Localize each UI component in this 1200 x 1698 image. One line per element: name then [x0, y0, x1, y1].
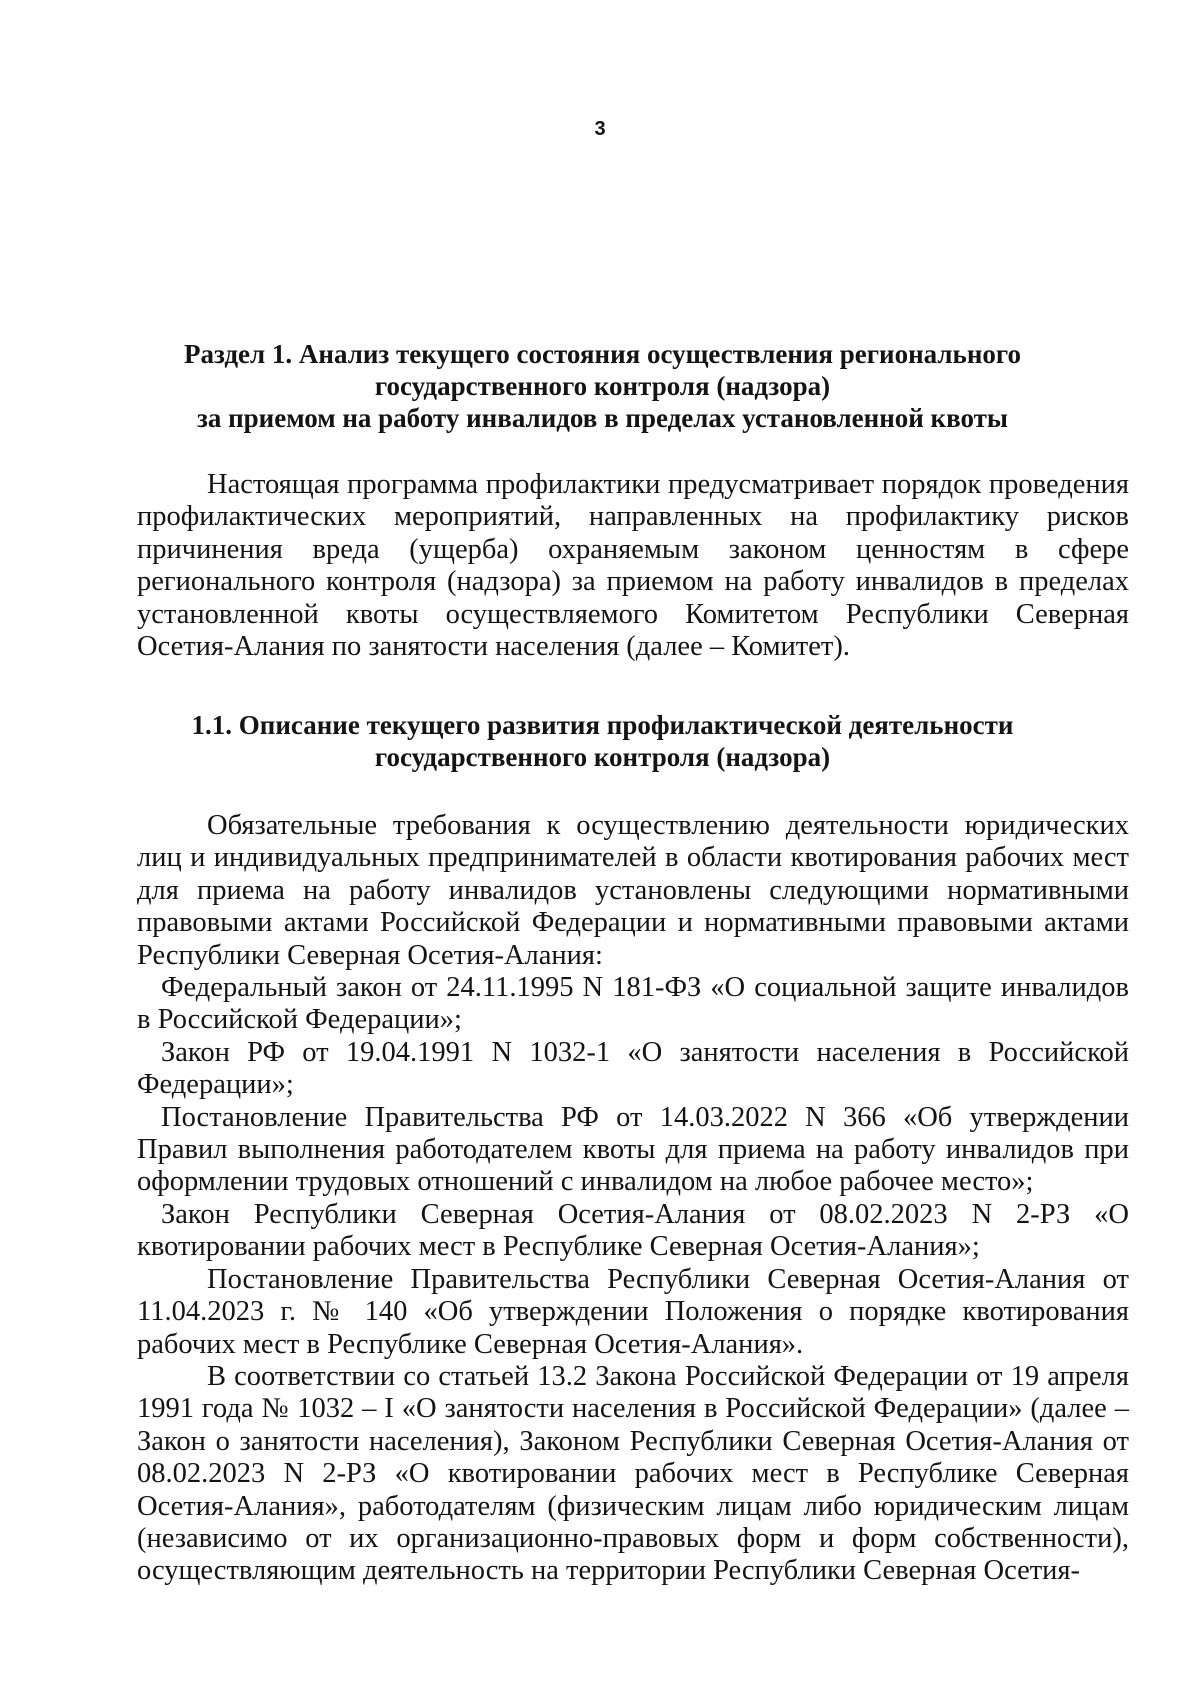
section-heading-line: государственного контроля (надзора) [374, 371, 831, 401]
intro-paragraph: Настоящая программа профилактики предусматривает порядок проведения профилактических мероприятий, направленных на профилактику рисков причинения вреда (ущерба) охраняемым законом ценностям в сфере регионального контроля (надзора) за приемом на работу инвалидов в пределах установленной квоты осуществляемого Комитетом Республики Северная Осетия-Алания по занятости населения (далее – Комитет). [137, 469, 1129, 663]
page-number: 3 [594, 118, 606, 140]
paragraph: Закон РФ от 19.04.1991 N 1032-1 «О занятости населения в Российской Федерации»; [137, 1036, 1129, 1101]
paragraph: В соответствии со статьей 13.2 Закона Российской Федерации от 19 апреля 1991 года № 1032 – I «О занятости населения в Российской Федерации» (далее – Закон о занятости населения), Законом Республики Северная Осетия-Алания от 08.02.2023 N 2-РЗ «О квотировании рабочих мест в Республике Северная Осетия-Алания», работодателям (физическим лицам либо юридическим лицам (независимо от их организационно-правовых форм и форм собственности), осуществляющим деятельность на территории Республики Северная Осетия- [137, 1360, 1129, 1587]
intro-block [137, 469, 1129, 663]
section-heading [130, 338, 1075, 434]
subsection-heading [130, 709, 1075, 773]
paragraph: Обязательные требования к осуществлению деятельности юридических лиц и индивидуальных предпринимателей в области квотирования рабочих мест для приема на работу инвалидов установлены следующими нормативными правовыми актами Российской Федерации и нормативными правовыми актами Республики Северная Осетия-Алания: [137, 810, 1129, 971]
subsection-heading-line: 1.1. Описание текущего развития профилактической деятельности [191, 710, 1014, 740]
subsection-heading-line: государственного контроля (надзора) [374, 742, 831, 772]
section-heading-line: Раздел 1. Анализ текущего состояния осуществления регионального [184, 339, 1021, 369]
paragraph: Постановление Правительства РФ от 14.03.2022 N 366 «Об утверждении Правил выполнения работодателем квоты для приема на работу инвалидов при оформлении трудовых отношений с инвалидом на любое рабочее место»; [137, 1101, 1129, 1198]
main-text-block [137, 810, 1129, 1588]
section-heading-line: за приемом на работу инвалидов в пределах установленной квоты [196, 403, 1008, 433]
paragraph: Закон Республики Северная Осетия-Алания от 08.02.2023 N 2-РЗ «О квотировании рабочих мест в Республике Северная Осетия-Алания»; [137, 1198, 1129, 1263]
paragraph: Федеральный закон от 24.11.1995 N 181-ФЗ «О социальной защите инвалидов в Российской Федерации»; [137, 972, 1129, 1036]
paragraph: Постановление Правительства Республики Северная Осетия-Алания от 11.04.2023 г. № 140 «Об утверждении Положения о порядке квотирования рабочих мест в Республике Северная Осетия-Алания». [137, 1263, 1129, 1360]
